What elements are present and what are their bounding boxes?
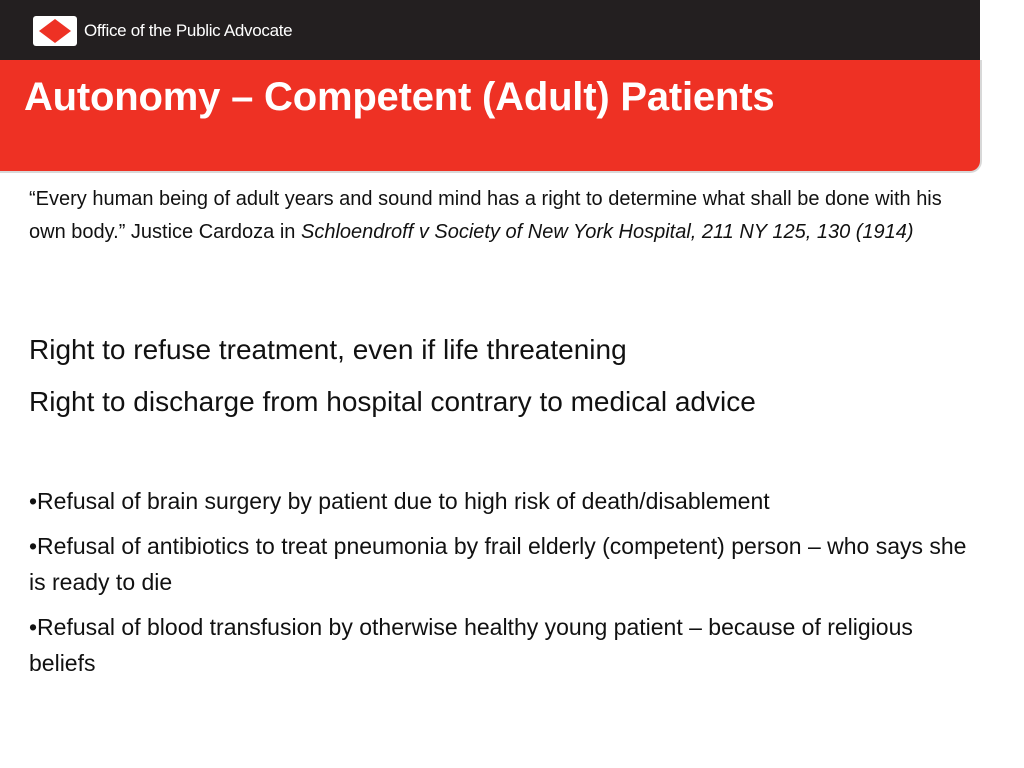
quote-citation: Schloendroff v Society of New York Hospital, 211 NY 125, 130 (1914) — [300, 221, 914, 243]
example-item: •Refusal of blood transfusion by otherwise healthy young patient – because of religious beliefs — [29, 614, 913, 676]
header-bar — [0, 0, 980, 60]
page-title: Autonomy – Competent (Adult) Patients — [24, 75, 775, 119]
right-item: Right to refuse treatment, even if life threatening — [29, 334, 627, 365]
right-item: Right to discharge from hospital contrary to medical advice — [29, 386, 756, 417]
organization-name: Office of the Public Advocate — [84, 21, 293, 40]
red-diamond-logo-icon — [33, 16, 77, 46]
quote-text: “Every human being of adult years and sound mind has a right to determine what shall be done with his own body.” Justice Cardoza in — [29, 188, 942, 243]
rights-list — [29, 324, 989, 428]
example-item: •Refusal of antibiotics to treat pneumonia by frail elderly (competent) person – who says she is ready to die — [29, 533, 967, 595]
examples-list — [29, 483, 969, 690]
quote — [29, 183, 969, 249]
example-item: •Refusal of brain surgery by patient due to high risk of death/disablement — [29, 488, 770, 514]
